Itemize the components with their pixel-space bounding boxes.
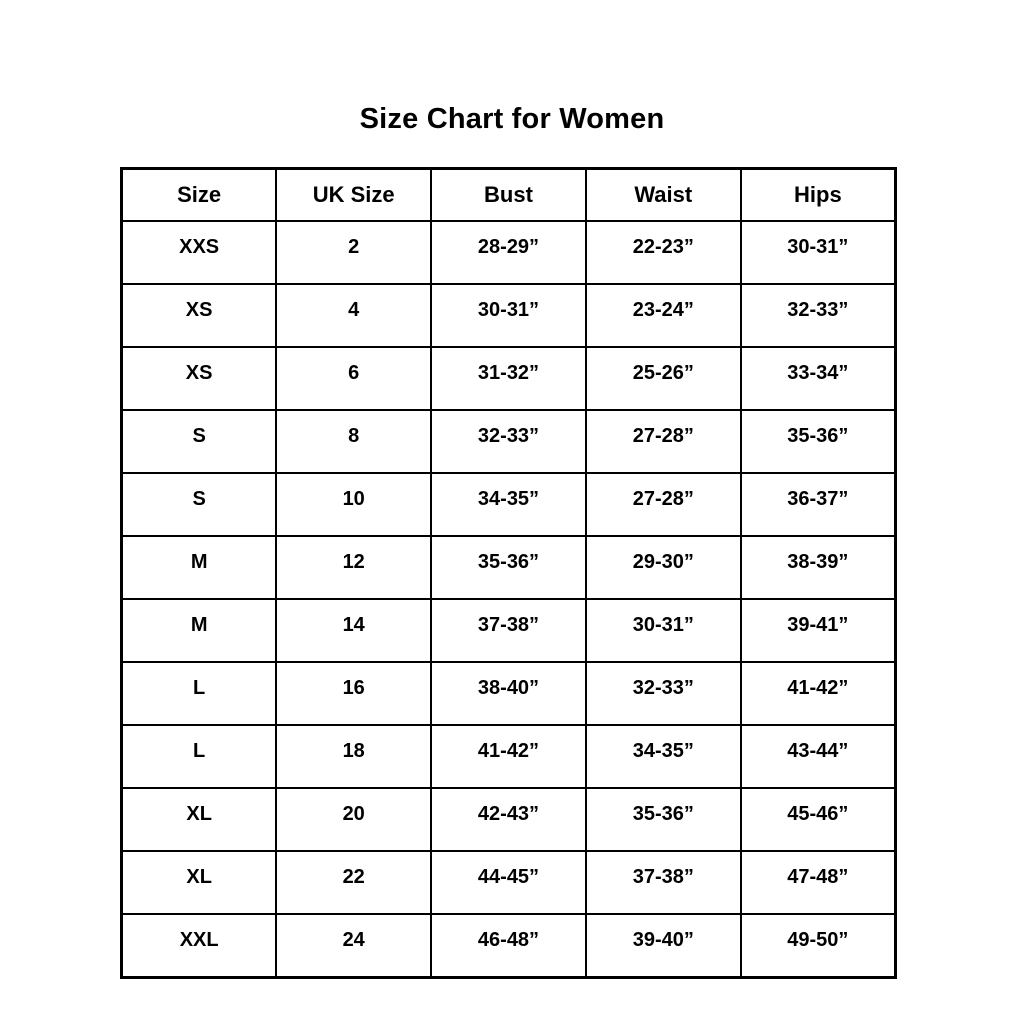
table-cell: M xyxy=(122,599,277,662)
table-cell: 30-31” xyxy=(741,221,896,284)
table-cell: 30-31” xyxy=(586,599,741,662)
table-cell: 2 xyxy=(276,221,431,284)
table-cell: 47-48” xyxy=(741,851,896,914)
table-cell: XS xyxy=(122,347,277,410)
table-cell: S xyxy=(122,473,277,536)
table-cell: 35-36” xyxy=(741,410,896,473)
table-cell: 4 xyxy=(276,284,431,347)
size-chart-table xyxy=(120,167,897,979)
header-row xyxy=(122,169,896,222)
table-cell: 22-23” xyxy=(586,221,741,284)
table-cell: XL xyxy=(122,788,277,851)
table-cell: 10 xyxy=(276,473,431,536)
table-row xyxy=(122,788,896,851)
table-cell: L xyxy=(122,725,277,788)
table-row xyxy=(122,662,896,725)
table-cell: 32-33” xyxy=(741,284,896,347)
table-row xyxy=(122,851,896,914)
table-cell: XXS xyxy=(122,221,277,284)
table-cell: 46-48” xyxy=(431,914,586,978)
column-header-uk-size: UK Size xyxy=(276,169,431,222)
page-title: Size Chart for Women xyxy=(359,103,665,135)
table-cell: 29-30” xyxy=(586,536,741,599)
table-cell: 24 xyxy=(276,914,431,978)
table-cell: 38-39” xyxy=(741,536,896,599)
table-cell: 33-34” xyxy=(741,347,896,410)
table-row xyxy=(122,725,896,788)
table-cell: 34-35” xyxy=(431,473,586,536)
table-row xyxy=(122,284,896,347)
table-cell: 37-38” xyxy=(586,851,741,914)
table-cell: 6 xyxy=(276,347,431,410)
table-cell: 35-36” xyxy=(586,788,741,851)
table-cell: 27-28” xyxy=(586,410,741,473)
table-cell: 39-40” xyxy=(586,914,741,978)
table-row xyxy=(122,599,896,662)
table-row xyxy=(122,914,896,978)
table-cell: 27-28” xyxy=(586,473,741,536)
table-cell: 45-46” xyxy=(741,788,896,851)
table-cell: 16 xyxy=(276,662,431,725)
table-row xyxy=(122,410,896,473)
table-cell: 37-38” xyxy=(431,599,586,662)
table-cell: XL xyxy=(122,851,277,914)
table-cell: 36-37” xyxy=(741,473,896,536)
table-row xyxy=(122,536,896,599)
table-cell: 22 xyxy=(276,851,431,914)
table-cell: 49-50” xyxy=(741,914,896,978)
table-cell: 28-29” xyxy=(431,221,586,284)
table-cell: XS xyxy=(122,284,277,347)
table-cell: 38-40” xyxy=(431,662,586,725)
table-row xyxy=(122,221,896,284)
table-cell: 42-43” xyxy=(431,788,586,851)
size-table-header xyxy=(122,169,896,222)
table-cell: L xyxy=(122,662,277,725)
table-cell: 20 xyxy=(276,788,431,851)
column-header-size: Size xyxy=(122,169,277,222)
column-header-hips: Hips xyxy=(741,169,896,222)
table-cell: 25-26” xyxy=(586,347,741,410)
table-cell: 14 xyxy=(276,599,431,662)
column-header-bust: Bust xyxy=(431,169,586,222)
table-cell: 43-44” xyxy=(741,725,896,788)
table-cell: 31-32” xyxy=(431,347,586,410)
table-cell: 32-33” xyxy=(431,410,586,473)
table-cell: 12 xyxy=(276,536,431,599)
table-cell: 39-41” xyxy=(741,599,896,662)
table-cell: 30-31” xyxy=(431,284,586,347)
table-row xyxy=(122,347,896,410)
table-cell: 44-45” xyxy=(431,851,586,914)
table-cell: 23-24” xyxy=(586,284,741,347)
table-cell: XXL xyxy=(122,914,277,978)
size-table-body xyxy=(122,221,896,978)
table-row xyxy=(122,473,896,536)
table-cell: 8 xyxy=(276,410,431,473)
table-cell: M xyxy=(122,536,277,599)
table-cell: 34-35” xyxy=(586,725,741,788)
table-cell: S xyxy=(122,410,277,473)
table-cell: 18 xyxy=(276,725,431,788)
table-cell: 41-42” xyxy=(741,662,896,725)
table-cell: 32-33” xyxy=(586,662,741,725)
column-header-waist: Waist xyxy=(586,169,741,222)
table-cell: 41-42” xyxy=(431,725,586,788)
table-cell: 35-36” xyxy=(431,536,586,599)
